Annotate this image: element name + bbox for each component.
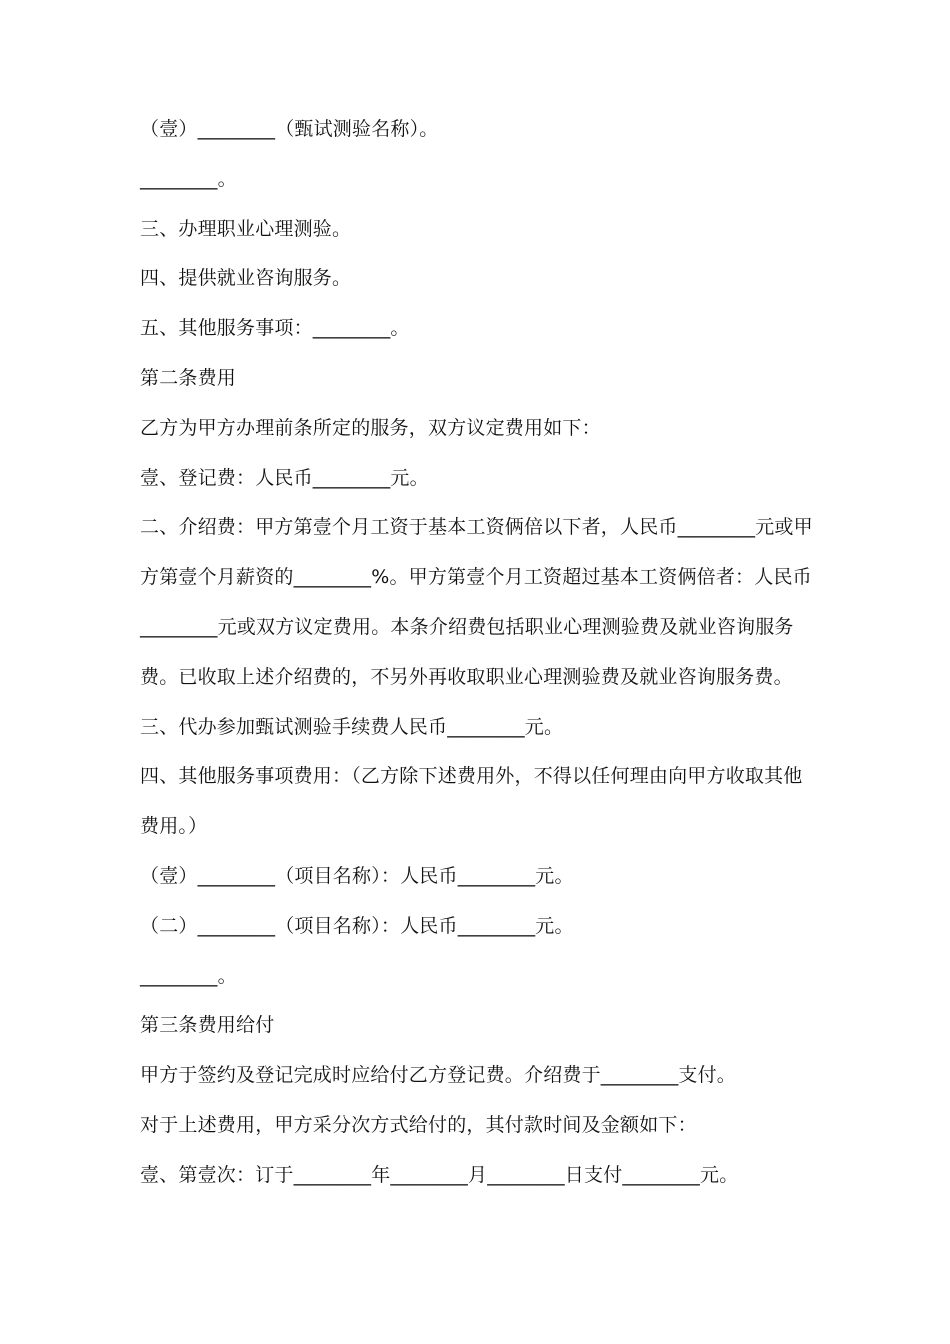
fee-referral-line-4: 费。已收取上述介绍费的，不另外再收取职业心理测验费及就业咨询服务费。 <box>140 665 793 688</box>
item-psych-test-line: 三、办理职业心理测验。 <box>140 217 352 240</box>
article-2-heading: 第二条费用 <box>140 366 237 389</box>
item-other-services-line: 五、其他服务事项：________。 <box>140 317 410 340</box>
article-3-heading: 第三条费用给付 <box>140 1014 275 1037</box>
installment-intro-line: 对于上述费用，甲方采分次方式给付的，其付款时间及金额如下： <box>140 1113 697 1136</box>
blank-line-2: ________。 <box>140 964 237 987</box>
fee-item-2-line: （二）________（项目名称）：人民币________元。 <box>140 914 574 937</box>
blank-line: ________。 <box>140 167 237 190</box>
fee-item-1-line: （壹）________（项目名称）：人民币________元。 <box>140 864 574 887</box>
fee-referral-line-1: 二、介绍费：甲方第壹个月工资于基本工资俩倍以下者，人民币________元或甲 <box>140 516 813 539</box>
fee-referral-line-2: 方第壹个月薪资的________%。甲方第壹个月工资超过基本工资俩倍者：人民币 <box>140 566 812 589</box>
article-2-intro: 乙方为甲方办理前条所定的服务，双方议定费用如下： <box>140 416 601 439</box>
fee-referral-line-3: ________元或双方议定费用。本条介绍费包括职业心理测验费及就业咨询服务 <box>140 615 794 638</box>
item-consulting-line: 四、提供就业咨询服务。 <box>140 267 352 290</box>
fee-exam-handling-line: 三、代办参加甄试测验手续费人民币________元。 <box>140 715 564 738</box>
installment-1-line: 壹、第壹次：订于________年________月________日支付________元。 <box>140 1163 739 1186</box>
payment-timing-line: 甲方于签约及登记完成时应给付乙方登记费。介绍费于________支付。 <box>140 1064 737 1087</box>
document-body <box>140 105 820 1201</box>
fee-registration-line: 壹、登记费：人民币________元。 <box>140 466 429 489</box>
fee-other-services-line-2: 费用。） <box>140 815 208 838</box>
item-exam-name-line: （壹）________（甄试测验名称）。 <box>140 118 439 140</box>
fee-other-services-line-1: 四、其他服务事项费用：（乙方除下述费用外，不得以任何理由向甲方收取其他 <box>140 765 803 788</box>
